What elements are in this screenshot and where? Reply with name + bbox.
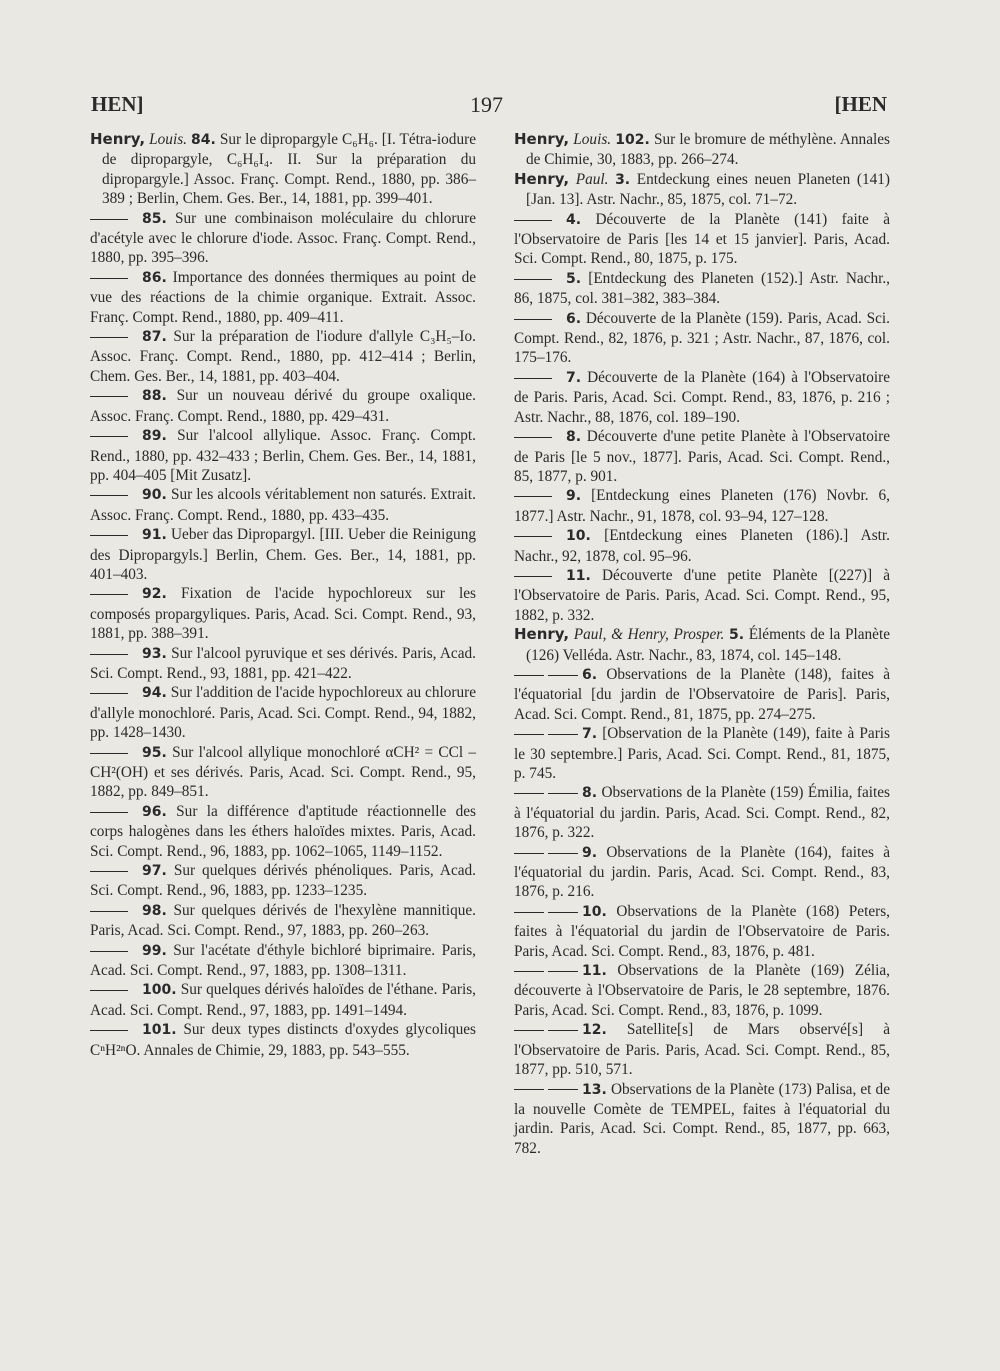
entry-text: Observations de la Planète (168) Peters, faites à l'équatorial du jardin de l'Observatoire de Paris. Paris, Acad. Sci. Compt. Rend., 83, 1876, p. 481. (514, 902, 890, 960)
entry-text: Observations de la Planète (159) Émilia, faites à l'équatorial du jardin. Paris, Acad. Sci. Compt. Rend., 82, 1876, p. 322. (514, 784, 890, 842)
entry-text: Sur deux types distincts d'oxydes glycoliques CⁿH²ⁿO. Annales de Chimie, 29, 1883, pp. 543–555. (90, 1021, 477, 1059)
entry-text: Sur l'addition de l'acide hypochloreux au chlorure d'allyle monochloré. Paris, Acad. Sci. Compt. Rend., 94, 1882, pp. 1428–1430. (90, 684, 477, 742)
entry-number: 4. (566, 211, 582, 228)
entry-number: 90. (142, 487, 167, 504)
ditto-dash (90, 911, 128, 912)
bibliography-entry (90, 426, 476, 485)
ditto-dash (90, 990, 128, 991)
bibliography-entry (90, 485, 476, 525)
entry-text: Observations de la Planète (164), faites à l'équatorial du jardin. Paris, Acad. Sci. Compt. Rend., 83, 1876, p. 216. (514, 843, 890, 901)
ditto-dash (548, 971, 578, 972)
entry-text: [Entdeckung eines Planeten (186).] Astr. Nachr., 92, 1878, col. 95–96. (514, 527, 890, 565)
bibliography-entry (90, 802, 476, 861)
entry-number: 87. (142, 329, 167, 346)
entry-text: Ueber das Dipropargyl. [III. Ueber die Reinigung des Dipropargyls.] Berlin, Chem. Ges. Ber., 14, 1881, pp. 401–403. (90, 526, 477, 583)
bibliography-entry (514, 902, 890, 961)
entry-number: 99. (142, 942, 167, 959)
entry-number: 13. (582, 1081, 607, 1098)
entry-number: 86. (142, 269, 167, 286)
entry-text: Sur le bromure de méthylène. Annales de Chimie, 30, 1883, pp. 266–274. (526, 131, 890, 169)
bibliography-entry (90, 980, 476, 1020)
ditto-dash (90, 535, 128, 536)
bibliography-entry (514, 843, 890, 902)
entry-text: Fixation de l'acide hypochloreux sur les composés propargyliques. Paris, Acad. Sci. Compt. Rend., 93, 1881, pp. 388–391. (90, 585, 477, 643)
bibliography-entry (514, 724, 890, 783)
entry-text: Observations de la Planète (173) Palisa, et de la nouvelle Comète de TEMPEL, faites à l'équatorial du jardin. Paris, Acad. Sci. Compt. Rend., 85, 1877, pp. 663, 782. (514, 1080, 890, 1157)
bibliography-entry (90, 901, 476, 941)
entry-forename: Paul, & Henry, Prosper. (573, 626, 725, 644)
ditto-dash (548, 853, 578, 854)
running-head-left: HEN] (91, 92, 144, 116)
entry-number: 10. (582, 903, 607, 920)
entry-number: 6. (582, 666, 598, 683)
ditto-dash (514, 1089, 544, 1090)
left-column (90, 130, 476, 1060)
entry-number: 98. (142, 902, 167, 919)
entry-text: Sur la préparation de l'iodure d'allyle C₃H₅–Io. Assoc. Franç. Compt. Rend., 1880, pp. 412–414 ; Berlin, Chem. Ges. Ber., 14, 1881, pp. 403–404. (90, 328, 477, 385)
entry-number: 85. (142, 210, 167, 227)
bibliography-entry (90, 584, 476, 643)
entry-text: Découverte de la Planète (159). Paris, Acad. Sci. Compt. Rend., 82, 1876, p. 321 ; Astr. Nachr., 87, 1876, col. 175–176. (514, 309, 890, 367)
entry-number: 93. (142, 645, 167, 662)
bibliography-entry (90, 386, 476, 426)
entry-number: 10. (566, 528, 591, 545)
ditto-dash (90, 436, 128, 437)
entry-number: 96. (142, 803, 167, 820)
bibliography-entry (90, 209, 476, 268)
ditto-dash (514, 1030, 544, 1031)
bibliography-entry (514, 1020, 890, 1079)
entry-number: 89. (142, 428, 167, 445)
entry-text: Découverte d'une petite Planète [(227)] à l'Observatoire de Paris. Paris, Acad. Sci. Compt. Rend., 95, 1882, p. 332. (514, 566, 891, 624)
page-number: 197 (470, 92, 503, 117)
ditto-dash (514, 853, 544, 854)
entry-number: 97. (142, 863, 167, 880)
bibliography-entry (514, 427, 890, 486)
ditto-dash (514, 319, 552, 320)
entry-number: 8. (566, 429, 582, 446)
entry-number: 5. (728, 627, 745, 644)
ditto-dash (90, 951, 128, 952)
ditto-dash (90, 396, 128, 397)
bibliography-entry (514, 526, 890, 566)
ditto-dash (514, 496, 552, 497)
ditto-dash (514, 971, 544, 972)
bibliography-entry (514, 210, 890, 269)
entry-number: 101. (142, 1022, 177, 1039)
ditto-dash (548, 1030, 578, 1031)
entry-number: 8. (582, 785, 598, 802)
entry-forename: Paul. (575, 170, 609, 188)
ditto-dash (514, 279, 552, 280)
ditto-dash (514, 912, 544, 913)
entry-text: Satellite[s] de Mars observé[s] à l'Observatoire de Paris. Paris, Acad. Sci. Compt. Rend., 85, 1877, pp. 510, 571. (514, 1021, 890, 1079)
entry-text: [Entdeckung eines Planeten (176) Novbr. 6, 1877.] Astr. Nachr., 91, 1878, col. 93–94, 127–128. (514, 487, 890, 525)
running-head-right: [HEN (834, 92, 887, 116)
bibliography-entry (90, 525, 476, 584)
ditto-dash (514, 437, 552, 438)
entry-author: Henry, (514, 625, 570, 644)
ditto-dash (90, 812, 128, 813)
bibliography-entry (514, 486, 890, 526)
ditto-dash (90, 1030, 128, 1031)
entry-text: Sur l'alcool allylique monochloré αCH² = CCl – CH²(OH) et ses dérivés. Paris, Acad. Sci. Compt. Rend., 95, 1882, pp. 849–851. (90, 743, 476, 801)
ditto-dash (514, 378, 552, 379)
entry-text: Entdeckung eines neuen Planeten (141) [Jan. 13]. Astr. Nachr., 85, 1875, col. 71–72. (526, 170, 890, 209)
entry-text: Observations de la Planète (169) Zélia, découverte à l'Observatoire de Paris, le 28 septembre, 1876. Paris, Acad. Sci. Compt. Rend., 83, 1876, p. 1099. (514, 962, 890, 1019)
entry-text: Importance des données thermiques au point de vue des réactions de la chimie organique. Extrait. Assoc. Franç. Compt. Rend., 1880, pp. 409–411. (90, 268, 477, 326)
ditto-dash (548, 675, 578, 676)
entry-text: Sur l'alcool allylique. Assoc. Franç. Compt. Rend., 1880, pp. 432–433 ; Berlin, Chem. Ges. Ber., 14, 1881, pp. 404–405 [Mit Zusatz]. (90, 427, 476, 484)
ditto-dash (90, 219, 128, 220)
entry-text: Sur les alcools véritablement non saturés. Extrait. Assoc. Franç. Compt. Rend., 1880, pp. 433–435. (90, 486, 477, 524)
bibliography-entry (90, 1020, 476, 1060)
entry-text: Découverte de la Planète (164) à l'Observatoire de Paris. Paris, Acad. Sci. Compt. Rend., 83, 1876, p. 216 ; Astr. Nachr., 88, 1876, col. 189–190. (514, 368, 891, 426)
bibliography-entry (90, 644, 476, 684)
entry-text: Éléments de la Planète (126) Velléda. Astr. Nachr., 83, 1874, col. 145–148. (526, 626, 891, 664)
entry-text: Sur quelques dérivés de l'hexylène mannitique. Paris, Acad. Sci. Compt. Rend., 97, 1883, pp. 260–263. (90, 901, 476, 940)
entry-number: 88. (142, 388, 167, 405)
entry-number: 91. (142, 527, 167, 544)
bibliography-entry (514, 170, 890, 210)
bibliography-entry (90, 683, 476, 742)
ditto-dash (548, 1089, 578, 1090)
entry-text: Sur l'acétate d'éthyle bichloré biprimaire. Paris, Acad. Sci. Compt. Rend., 97, 1883, pp. 1308–1311. (90, 941, 476, 980)
entry-number: 92. (142, 586, 167, 603)
bibliography-entry (514, 961, 890, 1020)
entry-forename: Louis. (573, 131, 612, 148)
ditto-dash (514, 675, 544, 676)
entry-number: 7. (582, 726, 598, 743)
bibliography-entry (90, 941, 476, 981)
entry-number: 7. (566, 369, 582, 386)
entry-author: Henry, (514, 169, 570, 188)
ditto-dash (90, 654, 128, 655)
bibliography-entry (514, 783, 890, 842)
ditto-dash (90, 594, 128, 595)
bibliography-entry (90, 327, 476, 386)
entry-number: 100. (142, 982, 177, 999)
ditto-dash (514, 536, 552, 537)
ditto-dash (548, 734, 578, 735)
ditto-dash (90, 871, 128, 872)
ditto-dash (90, 495, 128, 496)
bibliography-entry (514, 625, 890, 665)
ditto-dash (548, 912, 578, 913)
entry-text: Découverte d'une petite Planète à l'Observatoire de Paris [le 5 nov., 1877]. Paris, Acad. Sci. Compt. Rend., 85, 1877, p. 901. (514, 428, 891, 485)
entry-number: 11. (566, 567, 591, 584)
ditto-dash (90, 693, 128, 694)
entry-number: 12. (582, 1022, 607, 1039)
entry-number: 5. (566, 270, 582, 287)
bibliography-entry (514, 269, 890, 309)
entry-text: Sur le dipropargyle C₆H₆. [I. Tétra-iodure de dipropargyle, C₆H₆I₄. II. Sur la préparation du dipropargyle.] Assoc. Franç. Compt. Rend., 1880, pp. 386–389 ; Berlin, Chem. Ges. Ber., 14, 1881, pp. 399–401. (102, 131, 476, 208)
bibliography-entry (514, 1080, 890, 1159)
entry-number: 84. (191, 132, 216, 148)
bibliography-entry (514, 309, 890, 368)
entry-text: Sur quelques dérivés phénoliques. Paris, Acad. Sci. Compt. Rend., 96, 1883, pp. 1233–1235. (90, 862, 476, 900)
entry-forename: Louis. (149, 131, 187, 148)
bibliography-entry (90, 861, 476, 901)
entry-text: [Entdeckung des Planeten (152).] Astr. Nachr., 86, 1875, col. 381–382, 383–384. (514, 269, 890, 308)
bibliography-entry (90, 268, 476, 327)
entry-number: 94. (142, 685, 167, 702)
entry-author: Henry, (514, 130, 570, 148)
ditto-dash (90, 278, 128, 279)
bibliography-entry (514, 130, 890, 170)
bibliography-entry (90, 130, 476, 209)
entry-text: Sur l'alcool pyruvique et ses dérivés. Paris, Acad. Sci. Compt. Rend., 93, 1881, pp. 421–422. (90, 644, 476, 682)
entry-text: Observations de la Planète (148), faites à l'équatorial [du jardin de l'Observatoire de Paris]. Paris, Acad. Sci. Compt. Rend., 81, 1875, pp. 274–275. (514, 665, 890, 723)
entry-text: [Observation de la Planète (149), faite à Paris le 30 septembre.] Paris, Acad. Sci. Compt. Rend., 81, 1875, p. 745. (514, 725, 890, 782)
entry-number: 6. (566, 310, 582, 327)
entry-author: Henry, (90, 130, 146, 148)
bibliography-entry (514, 665, 890, 724)
ditto-dash (90, 753, 128, 754)
entry-number: 95. (142, 744, 167, 761)
right-column (514, 130, 890, 1158)
ditto-dash (514, 220, 552, 221)
entry-number: 9. (582, 844, 598, 861)
bibliography-entry (90, 743, 476, 802)
entry-number: 102. (615, 132, 650, 148)
bibliography-entry (514, 368, 890, 427)
bibliography-entry (514, 566, 890, 625)
entry-text: Sur une combinaison moléculaire du chlorure d'acétyle avec le chlorure d'iode. Assoc. Franç. Compt. Rend., 1880, pp. 395–396. (90, 209, 476, 267)
ditto-dash (514, 793, 544, 794)
entry-text: Découverte de la Planète (141) faite à l'Observatoire de Paris [les 14 et 15 janvier]. Paris, Acad. Sci. Compt. Rend., 80, 1875, p. 175. (514, 210, 890, 268)
ditto-dash (90, 337, 128, 338)
entry-number: 9. (566, 488, 582, 505)
entry-number: 3. (615, 171, 631, 188)
entry-number: 11. (582, 963, 607, 980)
ditto-dash (548, 793, 578, 794)
ditto-dash (514, 576, 552, 577)
entry-text: Sur un nouveau dérivé du groupe oxalique. Assoc. Franç. Compt. Rend., 1880, pp. 429–431. (90, 387, 476, 425)
entry-text: Sur la différence d'aptitude réactionnelle des corps halogènes dans les éthers haloïdes mixtes. Paris, Acad. Sci. Compt. Rend., 96, 1883, pp. 1062–1065, 1149–1152. (90, 802, 476, 860)
ditto-dash (514, 734, 544, 735)
entry-text: Sur quelques dérivés haloïdes de l'éthane. Paris, Acad. Sci. Compt. Rend., 97, 1883, pp. 1491–1494. (90, 981, 476, 1019)
